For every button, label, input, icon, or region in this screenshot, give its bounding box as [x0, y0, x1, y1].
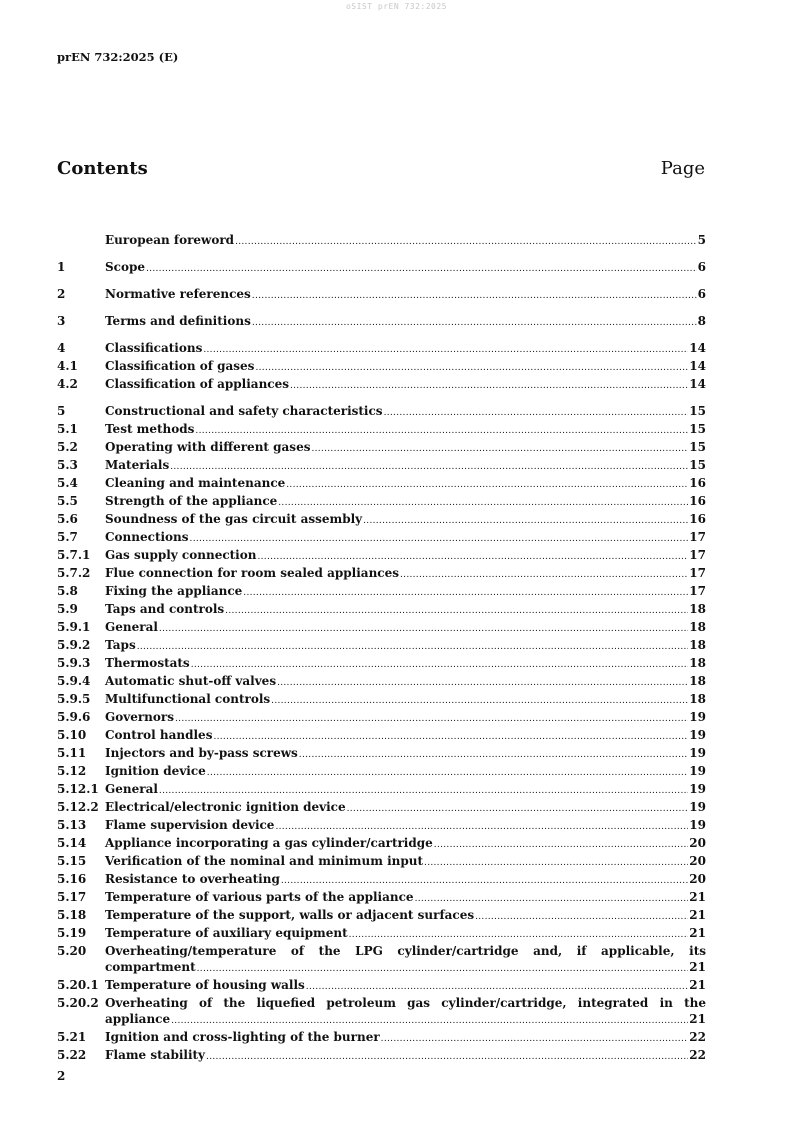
toc-entry-page: 6	[697, 287, 706, 301]
toc-entry-number: 5.9	[57, 602, 78, 616]
toc-entry-title: Materials	[105, 458, 170, 472]
toc-entry[interactable]	[57, 943, 706, 959]
toc-entry-page: 16	[689, 494, 706, 508]
toc-entry-page: 19	[689, 782, 706, 796]
toc-entry-number: 5.12.2	[57, 800, 99, 814]
toc-entry-title: Flame stability	[105, 1048, 206, 1062]
toc-dot-leader	[290, 378, 688, 394]
toc-entry-title: Terms and definitions	[105, 314, 251, 328]
toc-entry-page: 21	[689, 890, 706, 904]
toc-entry-number: 5.20.1	[57, 978, 99, 992]
toc-entry-title: Resistance to overheating	[105, 872, 280, 886]
toc-entry-number: 5.18	[57, 908, 87, 922]
toc-dot-leader	[475, 909, 688, 925]
toc-entry-continuation[interactable]	[57, 1011, 706, 1029]
toc-entry-number: 1	[57, 260, 66, 274]
toc-entry[interactable]	[57, 637, 706, 655]
toc-entry-page: 21	[689, 1012, 706, 1026]
toc-entry[interactable]	[57, 313, 706, 331]
toc-entry[interactable]	[57, 925, 706, 943]
toc-entry[interactable]	[57, 232, 706, 250]
toc-dot-leader	[349, 927, 689, 943]
toc-entry[interactable]	[57, 376, 706, 394]
toc-entry-number: 5.6	[57, 512, 78, 526]
toc-entry-page: 17	[689, 548, 706, 562]
toc-entry-page: 14	[689, 377, 706, 391]
toc-entry-title: Flue connection for room sealed appliances	[105, 566, 399, 580]
toc-entry-number: 5.19	[57, 926, 87, 940]
toc-entry-title: Soundness of the gas circuit assembly	[105, 512, 363, 526]
toc-entry-page: 21	[689, 908, 706, 922]
toc-entry[interactable]	[57, 358, 706, 376]
toc-entry[interactable]	[57, 475, 706, 493]
toc-entry-page: 14	[689, 341, 706, 355]
toc-entry[interactable]	[57, 835, 706, 853]
toc-entry-number: 5.4	[57, 476, 78, 490]
toc-entry-title: Cleaning and maintenance	[105, 476, 286, 490]
toc-entry-page: 18	[689, 656, 706, 670]
toc-entry-page: 20	[689, 872, 706, 886]
toc-entry-page: 18	[689, 638, 706, 652]
toc-entry-page: 20	[689, 836, 706, 850]
toc-entry-page: 15	[689, 440, 706, 454]
toc-entry-title: Control handles	[105, 728, 213, 742]
toc-dot-leader	[206, 1049, 688, 1065]
toc-entry-title: Operating with different gases	[105, 440, 311, 454]
toc-entry-title: General	[105, 782, 158, 796]
toc-entry[interactable]	[57, 727, 706, 745]
toc-entry-title: Gas supply connection	[105, 548, 257, 562]
toc-dot-leader	[434, 837, 689, 853]
toc-dot-leader	[137, 639, 689, 655]
toc-entry-title: Connections	[105, 530, 189, 544]
toc-entry-page: 19	[689, 710, 706, 724]
toc-dot-leader	[159, 783, 688, 799]
toc-entry-title: Temperature of the support, walls or adjacent surfaces	[105, 908, 475, 922]
toc-entry-page: 20	[689, 854, 706, 868]
toc-entry-title: European foreword	[105, 233, 235, 247]
toc-entry-number: 5.10	[57, 728, 87, 742]
toc-dot-leader	[275, 819, 688, 835]
toc-entry[interactable]	[57, 853, 706, 871]
toc-entry[interactable]	[57, 977, 706, 995]
toc-dot-leader	[175, 711, 688, 727]
toc-entry-page: 17	[689, 530, 706, 544]
toc-dot-leader	[197, 961, 689, 977]
toc-entry-page: 15	[689, 404, 706, 418]
toc-dot-leader	[191, 657, 689, 673]
toc-entry-number: 5.22	[57, 1048, 87, 1062]
toc-entry-number: 5.16	[57, 872, 87, 886]
toc-entry[interactable]	[57, 583, 706, 601]
toc-entry-title: Multifunctional controls	[105, 692, 271, 706]
toc-entry-number: 5.9.1	[57, 620, 91, 634]
toc-dot-leader	[171, 1013, 688, 1029]
toc-entry-title: Overheating of the liquefied petroleum gas cylinder/cartridge, integrated in the	[105, 996, 706, 1010]
toc-entry-title: Appliance incorporating a gas cylinder/cartridge	[105, 836, 433, 850]
toc-entry[interactable]	[57, 421, 706, 439]
toc-dot-leader	[306, 979, 689, 995]
document-id: prEN 732:2025 (E)	[57, 50, 179, 64]
toc-entry-number: 5.12	[57, 764, 87, 778]
toc-dot-leader	[195, 423, 688, 439]
toc-entry-page: 8	[697, 314, 706, 328]
toc-entry[interactable]	[57, 673, 706, 691]
toc-dot-leader	[381, 1031, 689, 1047]
toc-dot-leader	[252, 315, 697, 331]
toc-entry-number: 5.2	[57, 440, 78, 454]
toc-entry-number: 5.15	[57, 854, 87, 868]
toc-entry-number: 5.8	[57, 584, 78, 598]
toc-entry-title: Flame supervision device	[105, 818, 275, 832]
toc-entry-page: 18	[689, 674, 706, 688]
page-number: 2	[57, 1069, 66, 1083]
toc-entry-page: 21	[689, 978, 706, 992]
toc-dot-leader	[225, 603, 688, 619]
toc-entry[interactable]	[57, 763, 706, 781]
watermark: oSIST prEN 732:2025	[345, 2, 447, 11]
toc-entry-number: 4.1	[57, 359, 78, 373]
toc-entry-title: Taps	[105, 638, 136, 652]
toc-entry-title: Electrical/electronic ignition device	[105, 800, 346, 814]
toc-entry-number: 5.13	[57, 818, 87, 832]
toc-entry[interactable]	[57, 403, 706, 421]
toc-entry-page: 5	[697, 233, 706, 247]
toc-entry-number: 5.9.2	[57, 638, 91, 652]
toc-entry-page: 18	[689, 692, 706, 706]
toc-entry-number: 5.9.5	[57, 692, 91, 706]
toc-entry-title: Temperature of various parts of the appliance	[105, 890, 414, 904]
toc-entry-number: 5.7.1	[57, 548, 91, 562]
toc-entry[interactable]	[57, 817, 706, 835]
toc-entry[interactable]	[57, 619, 706, 637]
toc-entry[interactable]	[57, 655, 706, 673]
toc-entry[interactable]	[57, 995, 706, 1011]
toc-entry-title: Temperature of housing walls	[105, 978, 305, 992]
toc-dot-leader	[190, 531, 689, 547]
toc-entry-title: Injectors and by-pass screws	[105, 746, 298, 760]
page-column-label: Page	[660, 158, 705, 179]
toc-entry[interactable]	[57, 259, 706, 277]
toc-dot-leader	[278, 495, 688, 511]
toc-dot-leader	[363, 513, 688, 529]
toc-entry[interactable]	[57, 889, 706, 907]
toc-dot-leader	[213, 729, 688, 745]
toc-entry-title: Fixing the appliance	[105, 584, 243, 598]
toc-entry-title: Ignition device	[105, 764, 206, 778]
toc-entry-title: Automatic shut-off valves	[105, 674, 277, 688]
toc-entry-page: 19	[689, 800, 706, 814]
toc-dot-leader	[384, 405, 689, 421]
toc-entry-number: 5.14	[57, 836, 87, 850]
toc-entry-page: 19	[689, 764, 706, 778]
toc-entry[interactable]	[57, 907, 706, 925]
toc-entry-number: 5.17	[57, 890, 87, 904]
toc-dot-leader	[243, 585, 688, 601]
toc-entry-title: General	[105, 620, 158, 634]
toc-entry-page: 16	[689, 512, 706, 526]
toc-entry-page: 18	[689, 602, 706, 616]
toc-entry-number: 5.9.6	[57, 710, 91, 724]
toc-entry-page: 17	[689, 566, 706, 580]
toc-entry-number: 5.11	[57, 746, 87, 760]
toc-dot-leader	[424, 855, 688, 871]
toc-dot-leader	[277, 675, 688, 691]
toc-entry[interactable]	[57, 457, 706, 475]
toc-entry[interactable]	[57, 565, 706, 583]
toc-entry-title: Normative references	[105, 287, 251, 301]
toc-entry-continuation[interactable]	[57, 959, 706, 977]
toc-entry-page: 16	[689, 476, 706, 490]
toc-entry[interactable]	[57, 745, 706, 763]
toc-entry-title: Governors	[105, 710, 174, 724]
toc-entry-number: 5.1	[57, 422, 78, 436]
toc-entry-number: 5.5	[57, 494, 78, 508]
toc-dot-leader	[400, 567, 688, 583]
toc-dot-leader	[415, 891, 689, 907]
contents-title: Contents	[57, 158, 148, 179]
toc-entry-number: 5.21	[57, 1030, 87, 1044]
toc-entry-page: 22	[689, 1048, 706, 1062]
toc-entry-title: Ignition and cross-lighting of the burner	[105, 1030, 380, 1044]
toc-dot-leader	[271, 693, 688, 709]
toc-entry-title: Classification of gases	[105, 359, 255, 373]
toc-entry-number: 5.9.4	[57, 674, 91, 688]
toc-entry-title: Overheating/temperature of the LPG cylinder/cartridge and, if applicable, its	[105, 944, 706, 958]
toc-entry[interactable]	[57, 439, 706, 457]
toc-entry-number: 5.20.2	[57, 996, 99, 1010]
toc-entry[interactable]	[57, 781, 706, 799]
toc-entry-number: 5.20	[57, 944, 87, 958]
toc-entry[interactable]	[57, 709, 706, 727]
toc-entry[interactable]	[57, 547, 706, 565]
toc-entry-number: 2	[57, 287, 66, 301]
toc-entry-title: Verification of the nominal and minimum input	[105, 854, 424, 868]
toc-entry-page: 6	[697, 260, 706, 274]
toc-entry[interactable]	[57, 286, 706, 304]
toc-entry-title-continued: appliance	[105, 1012, 171, 1026]
toc-entry-title: Thermostats	[105, 656, 190, 670]
toc-dot-leader	[159, 621, 688, 637]
toc-dot-leader	[146, 261, 697, 277]
toc-dot-leader	[207, 765, 689, 781]
toc-entry[interactable]	[57, 493, 706, 511]
toc-dot-leader	[257, 549, 688, 565]
toc-entry-title: Scope	[105, 260, 146, 274]
toc-entry[interactable]	[57, 871, 706, 889]
toc-dot-leader	[311, 441, 688, 457]
toc-entry-page: 22	[689, 1030, 706, 1044]
toc-dot-leader	[299, 747, 689, 763]
toc-entry-title: Temperature of auxiliary equipment	[105, 926, 348, 940]
table-of-contents	[57, 223, 706, 1065]
toc-entry-title: Strength of the appliance	[105, 494, 278, 508]
toc-entry-title: Test methods	[105, 422, 195, 436]
toc-entry-number: 5.7	[57, 530, 78, 544]
toc-dot-leader	[286, 477, 688, 493]
toc-entry-page: 21	[689, 960, 706, 974]
toc-entry[interactable]	[57, 691, 706, 709]
toc-entry-page: 19	[689, 818, 706, 832]
toc-dot-leader	[281, 873, 688, 889]
toc-entry-number: 5.9.3	[57, 656, 91, 670]
toc-entry[interactable]	[57, 601, 706, 619]
toc-entry[interactable]	[57, 799, 706, 817]
toc-entry-number: 5.3	[57, 458, 78, 472]
toc-entry-title: Taps and controls	[105, 602, 225, 616]
toc-entry-number: 4.2	[57, 377, 78, 391]
toc-entry-title-continued: compartment	[105, 960, 196, 974]
toc-entry-page: 21	[689, 926, 706, 940]
toc-dot-leader	[347, 801, 689, 817]
toc-entry-page: 18	[689, 620, 706, 634]
toc-entry-page: 19	[689, 728, 706, 742]
toc-dot-leader	[203, 342, 688, 358]
toc-entry-number: 3	[57, 314, 66, 328]
toc-dot-leader	[170, 459, 688, 475]
toc-entry[interactable]	[57, 1047, 706, 1065]
toc-entry-page: 15	[689, 458, 706, 472]
toc-entry-page: 19	[689, 746, 706, 760]
toc-entry-page: 15	[689, 422, 706, 436]
toc-dot-leader	[252, 288, 697, 304]
toc-entry-number: 4	[57, 341, 66, 355]
toc-entry[interactable]	[57, 511, 706, 529]
toc-entry-title: Classifications	[105, 341, 203, 355]
toc-dot-leader	[255, 360, 688, 376]
toc-entry-number: 5.7.2	[57, 566, 91, 580]
toc-entry[interactable]	[57, 340, 706, 358]
toc-entry-page: 17	[689, 584, 706, 598]
toc-entry[interactable]	[57, 1029, 706, 1047]
toc-entry-number: 5.12.1	[57, 782, 99, 796]
toc-entry-title: Constructional and safety characteristics	[105, 404, 383, 418]
toc-entry-title: Classification of appliances	[105, 377, 289, 391]
toc-entry-number: 5	[57, 404, 66, 418]
toc-entry[interactable]	[57, 529, 706, 547]
toc-dot-leader	[235, 234, 697, 250]
toc-entry-page: 14	[689, 359, 706, 373]
